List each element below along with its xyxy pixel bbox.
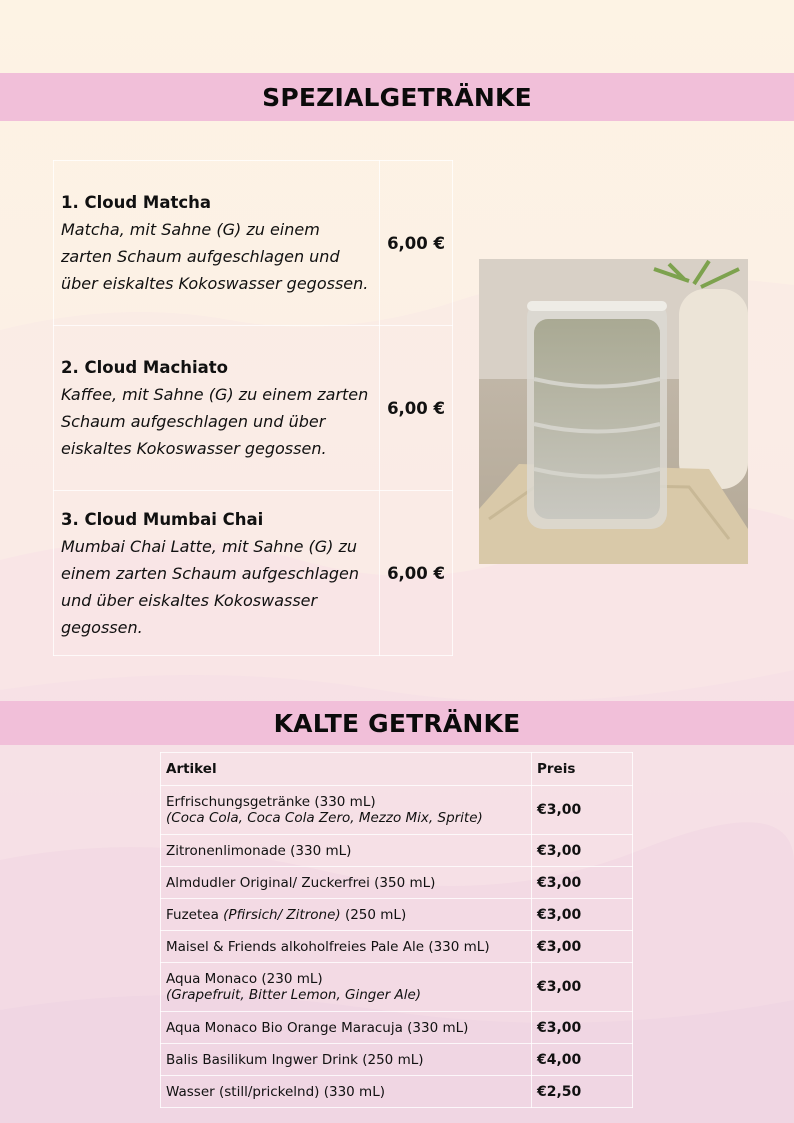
- drink-name: Maisel & Friends alkoholfreies Pale Ale (330 mL): [161, 931, 532, 963]
- drink-name: Fuzetea: [166, 906, 224, 923]
- special-item-info: [54, 161, 380, 326]
- drink-price: €3,00: [532, 786, 633, 835]
- drink-name: Aqua Monaco (230 mL): [166, 971, 323, 987]
- drink-price: €2,50: [532, 1076, 633, 1108]
- drink-price: €3,00: [532, 867, 633, 899]
- special-item-price: 6,00 €: [380, 161, 453, 326]
- special-item-price: 6,00 €: [380, 491, 453, 656]
- drink-name: Balis Basilikum Ingwer Drink (250 mL): [161, 1044, 532, 1076]
- table-row: [161, 867, 633, 899]
- table-header-row: [161, 753, 633, 786]
- special-item-name: 1. Cloud Matcha: [61, 193, 211, 212]
- drink-name-cell: [161, 899, 532, 931]
- drink-name: Wasser (still/prickelnd) (330 mL): [161, 1076, 532, 1108]
- special-drinks-table: [53, 160, 453, 656]
- drink-name: Almdudler Original/ Zuckerfrei (350 mL): [161, 867, 532, 899]
- drink-price: €3,00: [532, 963, 633, 1012]
- special-item-info: [54, 326, 380, 491]
- special-item-description: Matcha, mit Sahne (G) zu einem zarten Schaum aufgeschlagen und über eiskaltes Kokoswasser gegossen.: [61, 220, 369, 293]
- drink-variants: (Grapefruit, Bitter Lemon, Ginger Ale): [166, 987, 422, 1003]
- table-row: [161, 931, 633, 963]
- cold-drinks-title: KALTE GETRÄNKE: [273, 708, 521, 738]
- table-row: [161, 1076, 633, 1108]
- drink-price: €3,00: [532, 1012, 633, 1044]
- drink-variants: (Pfirsich/ Zitrone): [223, 906, 341, 923]
- drink-price: €4,00: [532, 1044, 633, 1076]
- column-header-item: Artikel: [161, 753, 532, 786]
- drink-variants: (Coca Cola, Coca Cola Zero, Mezzo Mix, Sprite): [166, 810, 483, 826]
- table-row: [161, 835, 633, 867]
- drink-photo: [479, 259, 748, 564]
- special-drinks-banner: [0, 73, 794, 121]
- drink-price: €3,00: [532, 931, 633, 963]
- table-row: [161, 1044, 633, 1076]
- special-item-info: [54, 491, 380, 656]
- table-row: [161, 899, 633, 931]
- drink-price: €3,00: [532, 899, 633, 931]
- drink-name-cell: [161, 786, 532, 835]
- special-item-row: [54, 326, 453, 491]
- special-item-row: [54, 491, 453, 656]
- special-item-row: [54, 161, 453, 326]
- drink-name-cell: [161, 963, 532, 1012]
- drink-name: Zitronenlimonade (330 mL): [161, 835, 532, 867]
- table-row: [161, 963, 633, 1012]
- special-item-name: 2. Cloud Machiato: [61, 358, 228, 377]
- column-header-price: Preis: [532, 753, 633, 786]
- table-row: [161, 1012, 633, 1044]
- drink-name: Aqua Monaco Bio Orange Maracuja (330 mL): [161, 1012, 532, 1044]
- table-row: [161, 786, 633, 835]
- drink-name: Erfrischungsgetränke (330 mL): [166, 794, 376, 810]
- drink-volume: (250 mL): [340, 906, 407, 923]
- special-item-description: Kaffee, mit Sahne (G) zu einem zarten Schaum aufgeschlagen und über eiskaltes Kokoswasser gegossen.: [61, 385, 369, 458]
- cold-drinks-table: [160, 752, 633, 1108]
- cold-drinks-banner: [0, 701, 794, 745]
- special-drinks-title: SPEZIALGETRÄNKE: [262, 82, 532, 112]
- special-item-price: 6,00 €: [380, 326, 453, 491]
- special-item-description: Mumbai Chai Latte, mit Sahne (G) zu einem zarten Schaum aufgeschlagen und über eiskaltes Kokoswasser gegossen.: [61, 536, 360, 637]
- drink-price: €3,00: [532, 835, 633, 867]
- special-item-name: 3. Cloud Mumbai Chai: [61, 509, 264, 529]
